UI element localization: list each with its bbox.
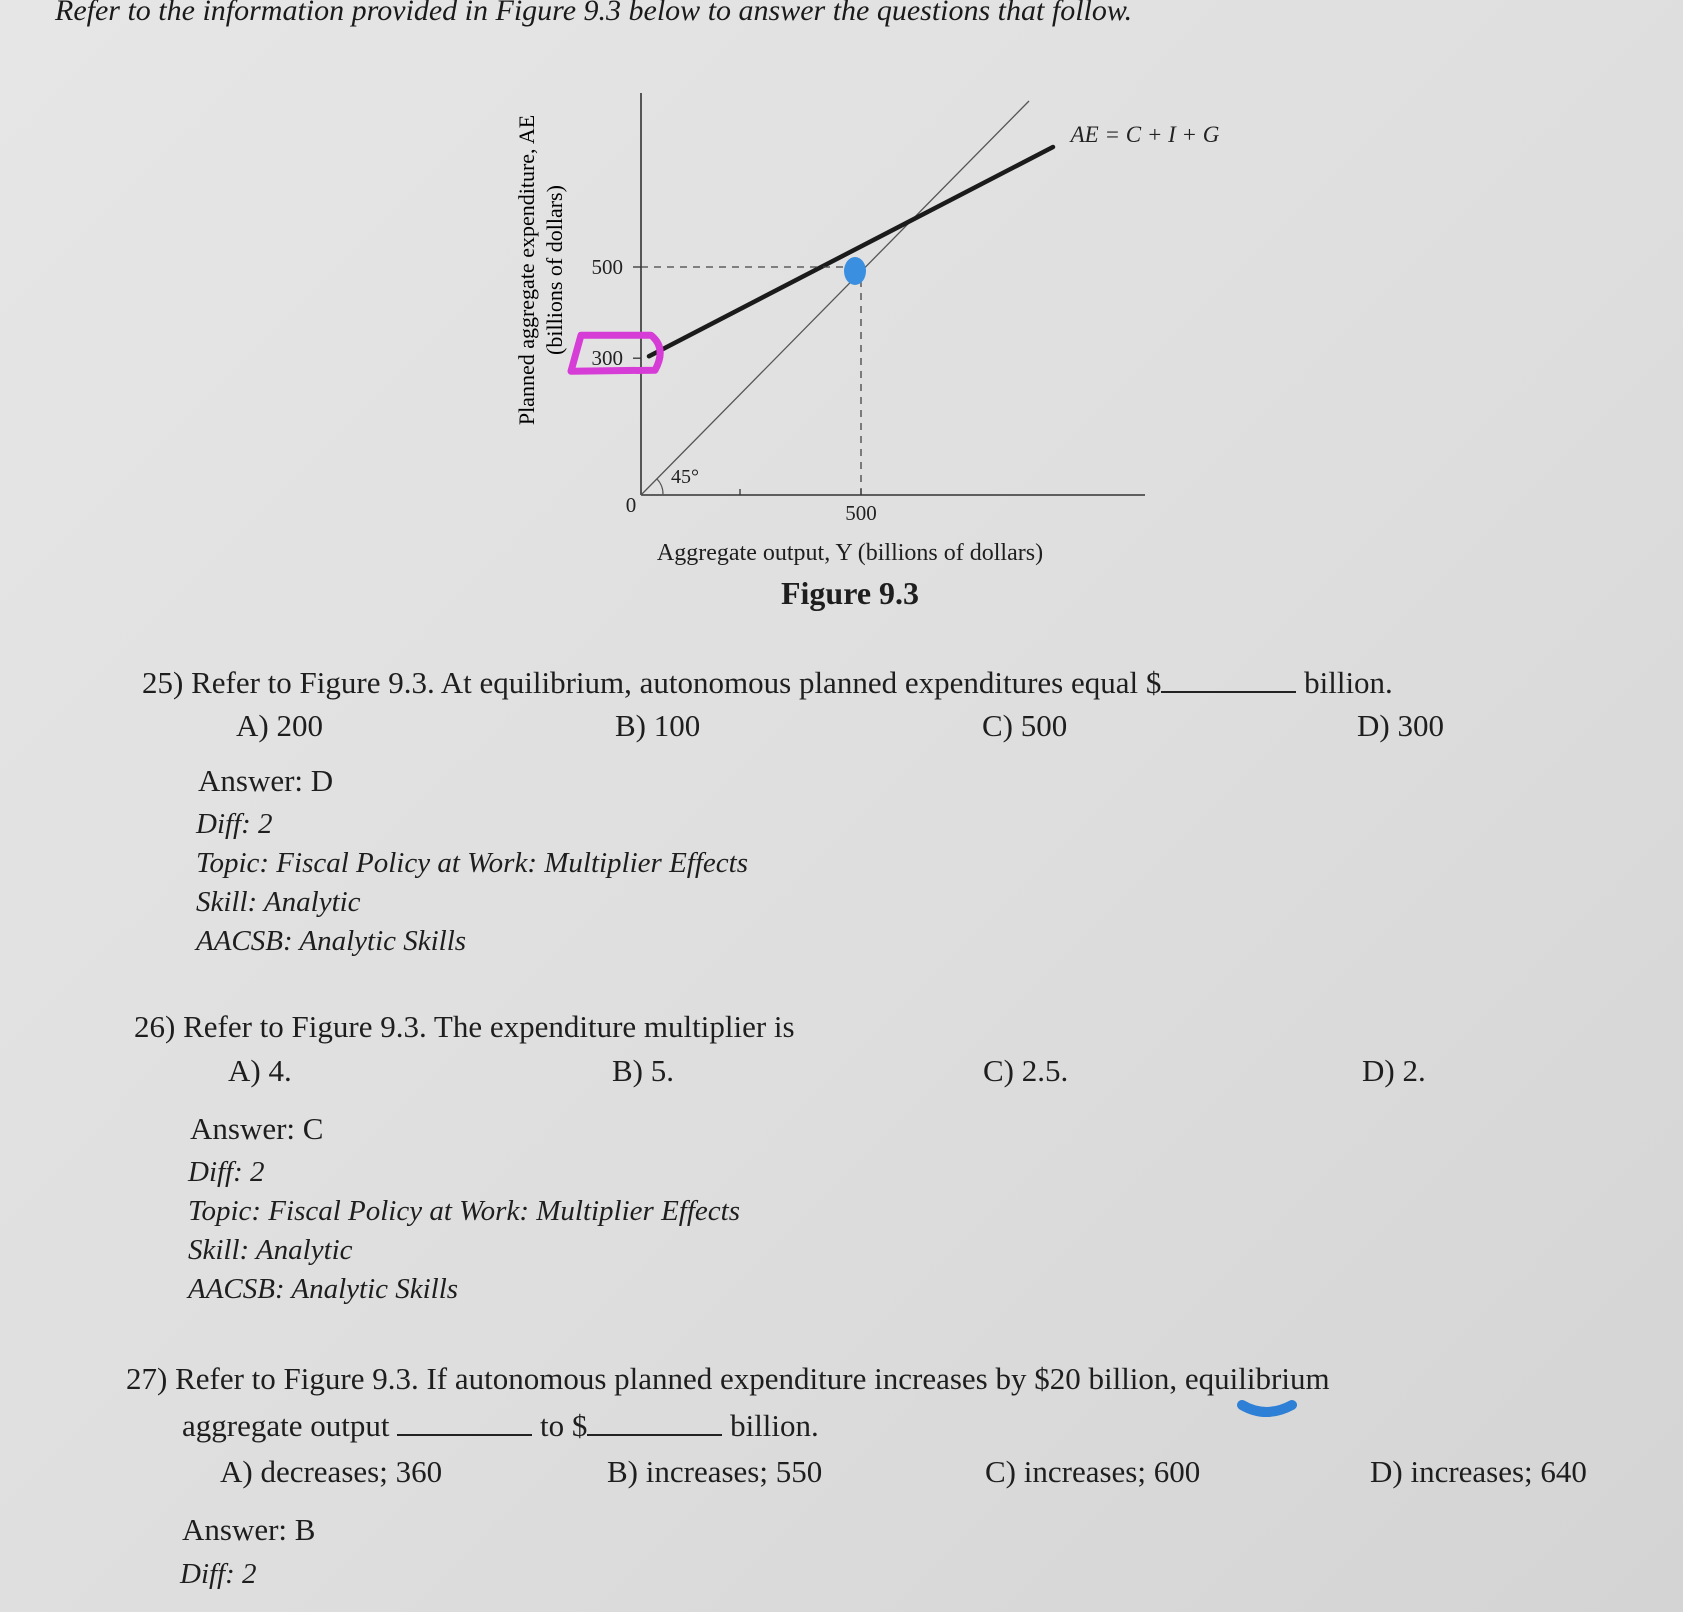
choice-25-c[interactable]: C) 500 [982,708,1068,743]
question-27-text-line2: aggregate output to $ billion. [182,1408,819,1443]
choice-27-d[interactable]: D) increases; 640 [1370,1454,1587,1489]
answer-26: Answer: C [190,1111,324,1146]
choice-27-b[interactable]: B) increases; 550 [607,1454,823,1489]
ae-line-label: AE = C + I + G [1070,122,1220,147]
answer-blank [1161,665,1296,693]
y-tick-label-500: 500 [591,255,623,279]
y-axis-label-line2: (billions of dollars) [542,185,567,355]
answer-27: Answer: B [182,1512,316,1547]
x-tick-label-500: 500 [845,501,877,525]
question-27-text-line1: 27) Refer to Figure 9.3. If autonomous planned expenditure increases by $20 billion, equilibrium [126,1361,1330,1396]
diff-27: Diff: 2 [180,1558,257,1590]
x-axis-label: Aggregate output, Y (billions of dollars) [656,540,1044,566]
choice-26-a[interactable]: A) 4. [228,1053,292,1088]
topic-26: Topic: Fiscal Policy at Work: Multiplier Effects [188,1195,740,1227]
equilibrium-point [844,257,866,285]
choice-26-d[interactable]: D) 2. [1362,1053,1426,1088]
ae-chart [505,85,1265,545]
answer-blank-value [587,1408,722,1436]
skill-25: Skill: Analytic [196,886,361,918]
choice-27-c[interactable]: C) increases; 600 [985,1454,1201,1489]
angle-arc [657,479,663,495]
choice-25-d[interactable]: D) 300 [1357,708,1444,743]
forty-five-degree-line [641,101,1029,495]
blue-ink-stroke [1242,1405,1292,1412]
question-26-text: 26) Refer to Figure 9.3. The expenditure multiplier is [134,1009,795,1044]
question-25-text: 25) Refer to Figure 9.3. At equilibrium, autonomous planned expenditures equal $ billion. [142,665,1393,700]
plot-area [571,93,1220,525]
origin-label: 0 [625,493,637,517]
ae-line [649,147,1053,356]
figure-title: Figure 9.3 [780,575,920,611]
choice-25-a[interactable]: A) 200 [236,708,323,743]
y-axis-label-line1: Planned aggregate expenditure, AE [514,114,539,426]
choice-26-c[interactable]: C) 2.5. [983,1053,1069,1088]
y-tick-label-300: 300 [591,346,623,371]
diff-26: Diff: 2 [188,1156,265,1188]
topic-25: Topic: Fiscal Policy at Work: Multiplier Effects [196,847,748,879]
answer-blank-direction [397,1408,532,1436]
angle-label: 45° [671,466,699,488]
diff-25: Diff: 2 [196,808,273,840]
choice-25-b[interactable]: B) 100 [615,708,701,743]
cut-off-header: Refer to the information provided in Figure 9.3 below to answer the questions that follow. [55,0,1133,27]
answer-25: Answer: D [198,763,334,798]
skill-26: Skill: Analytic [188,1234,353,1266]
aacsb-25: AACSB: Analytic Skills [196,925,467,957]
figure-9-3 [505,85,1265,611]
highlight-underline [1238,1393,1296,1417]
choice-27-a[interactable]: A) decreases; 360 [220,1454,443,1489]
aacsb-26: AACSB: Analytic Skills [188,1273,459,1305]
choice-26-b[interactable]: B) 5. [612,1053,674,1088]
